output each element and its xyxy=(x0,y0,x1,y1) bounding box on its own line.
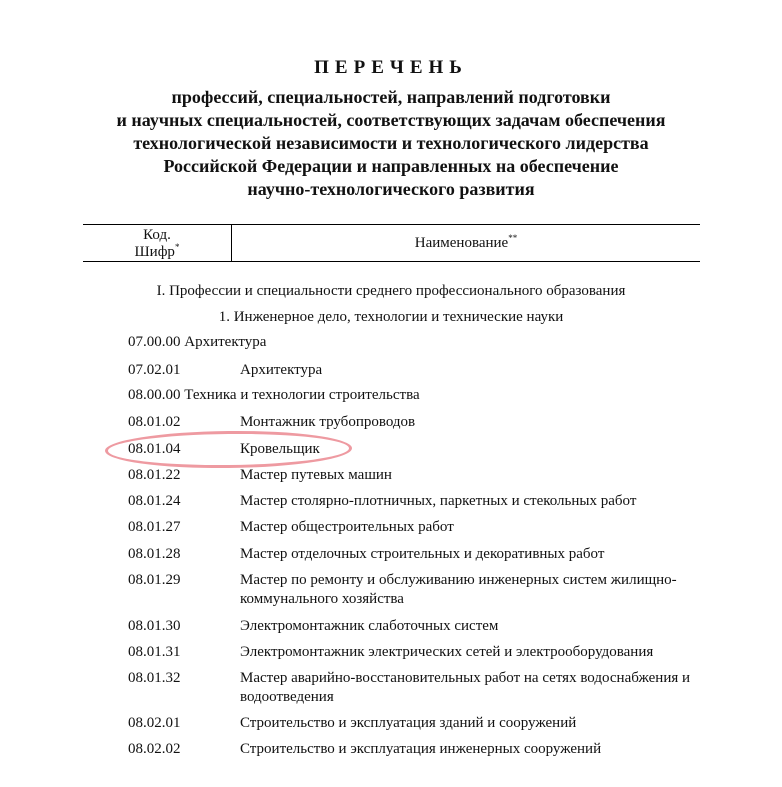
row-name: Строительство и эксплуатация инженерных сооружений xyxy=(240,741,602,757)
row-code: 08.01.31 xyxy=(128,644,181,660)
code-header-line1: Код. xyxy=(143,227,171,243)
row-code: 08.01.02 xyxy=(128,414,181,430)
row-code: 08.01.27 xyxy=(128,519,181,535)
footnote-marker: ** xyxy=(508,233,518,243)
row-name: Строительство и эксплуатация зданий и сооружений xyxy=(240,715,577,731)
column-header-name xyxy=(232,225,700,261)
row-code: 08.01.24 xyxy=(128,493,181,509)
row-name: Мастер общестроительных работ xyxy=(240,519,454,535)
code-header-label: Шифр xyxy=(134,244,175,260)
subtitle-line: технологической независимости и технологического лидерства xyxy=(133,133,649,153)
row-name: Электромонтажник электрических сетей и электрооборудования xyxy=(240,644,654,660)
column-header-code xyxy=(83,225,232,261)
row-name: Монтажник трубопроводов xyxy=(240,414,416,430)
subtitle-line: профессий, специальностей, направлений подготовки xyxy=(171,87,611,107)
row-name: Мастер путевых машин xyxy=(240,467,392,483)
footnote-marker: * xyxy=(174,242,180,252)
row-code: 08.02.02 xyxy=(128,741,181,757)
row-code: 08.01.29 xyxy=(128,572,181,588)
group-row xyxy=(128,334,266,351)
group-name: Архитектура xyxy=(184,334,267,350)
group-code: 07.00.00 xyxy=(128,334,181,350)
subtitle-line: Российской Федерации и направленных на обеспечение xyxy=(163,156,619,176)
name-header-label: Наименование xyxy=(414,235,509,251)
group-code: 08.00.00 xyxy=(128,387,181,403)
row-code: 08.01.28 xyxy=(128,546,181,562)
row-name: Кровельщик xyxy=(240,441,320,457)
document-title: ПЕРЕЧЕНЬ xyxy=(314,57,468,78)
row-name: Мастер по ремонту и обслуживанию инженерных систем жилищно-коммунального хозяйства xyxy=(240,572,677,607)
subsection-heading: 1. Инженерное дело, технологии и технические науки xyxy=(218,309,564,325)
row-name: Мастер отделочных строительных и декоративных работ xyxy=(240,546,605,562)
row-code: 08.01.04 xyxy=(128,441,181,457)
row-code: 08.01.22 xyxy=(128,467,181,483)
document-subtitle xyxy=(0,86,782,201)
subtitle-line: научно-технологического развития xyxy=(247,179,535,199)
row-name: Мастер столярно-плотничных, паркетных и стекольных работ xyxy=(240,493,637,509)
group-row xyxy=(128,387,420,404)
section-heading: I. Профессии и специальности среднего профессионального образования xyxy=(156,283,626,299)
table-header xyxy=(83,224,700,262)
row-code: 07.02.01 xyxy=(128,362,181,378)
code-header-line2 xyxy=(83,244,231,261)
row-code: 08.01.30 xyxy=(128,618,181,634)
subtitle-line: и научных специальностей, соответствующих задачам обеспечения xyxy=(116,110,666,130)
row-name: Мастер аварийно-восстановительных работ на сетях водоснабжения и водоотведения xyxy=(240,670,691,705)
row-code: 08.02.01 xyxy=(128,715,181,731)
row-name: Электромонтажник слаботочных систем xyxy=(240,618,499,634)
group-name: Техника и технологии строительства xyxy=(184,387,420,403)
row-code: 08.01.32 xyxy=(128,670,181,686)
row-name: Архитектура xyxy=(240,362,323,378)
